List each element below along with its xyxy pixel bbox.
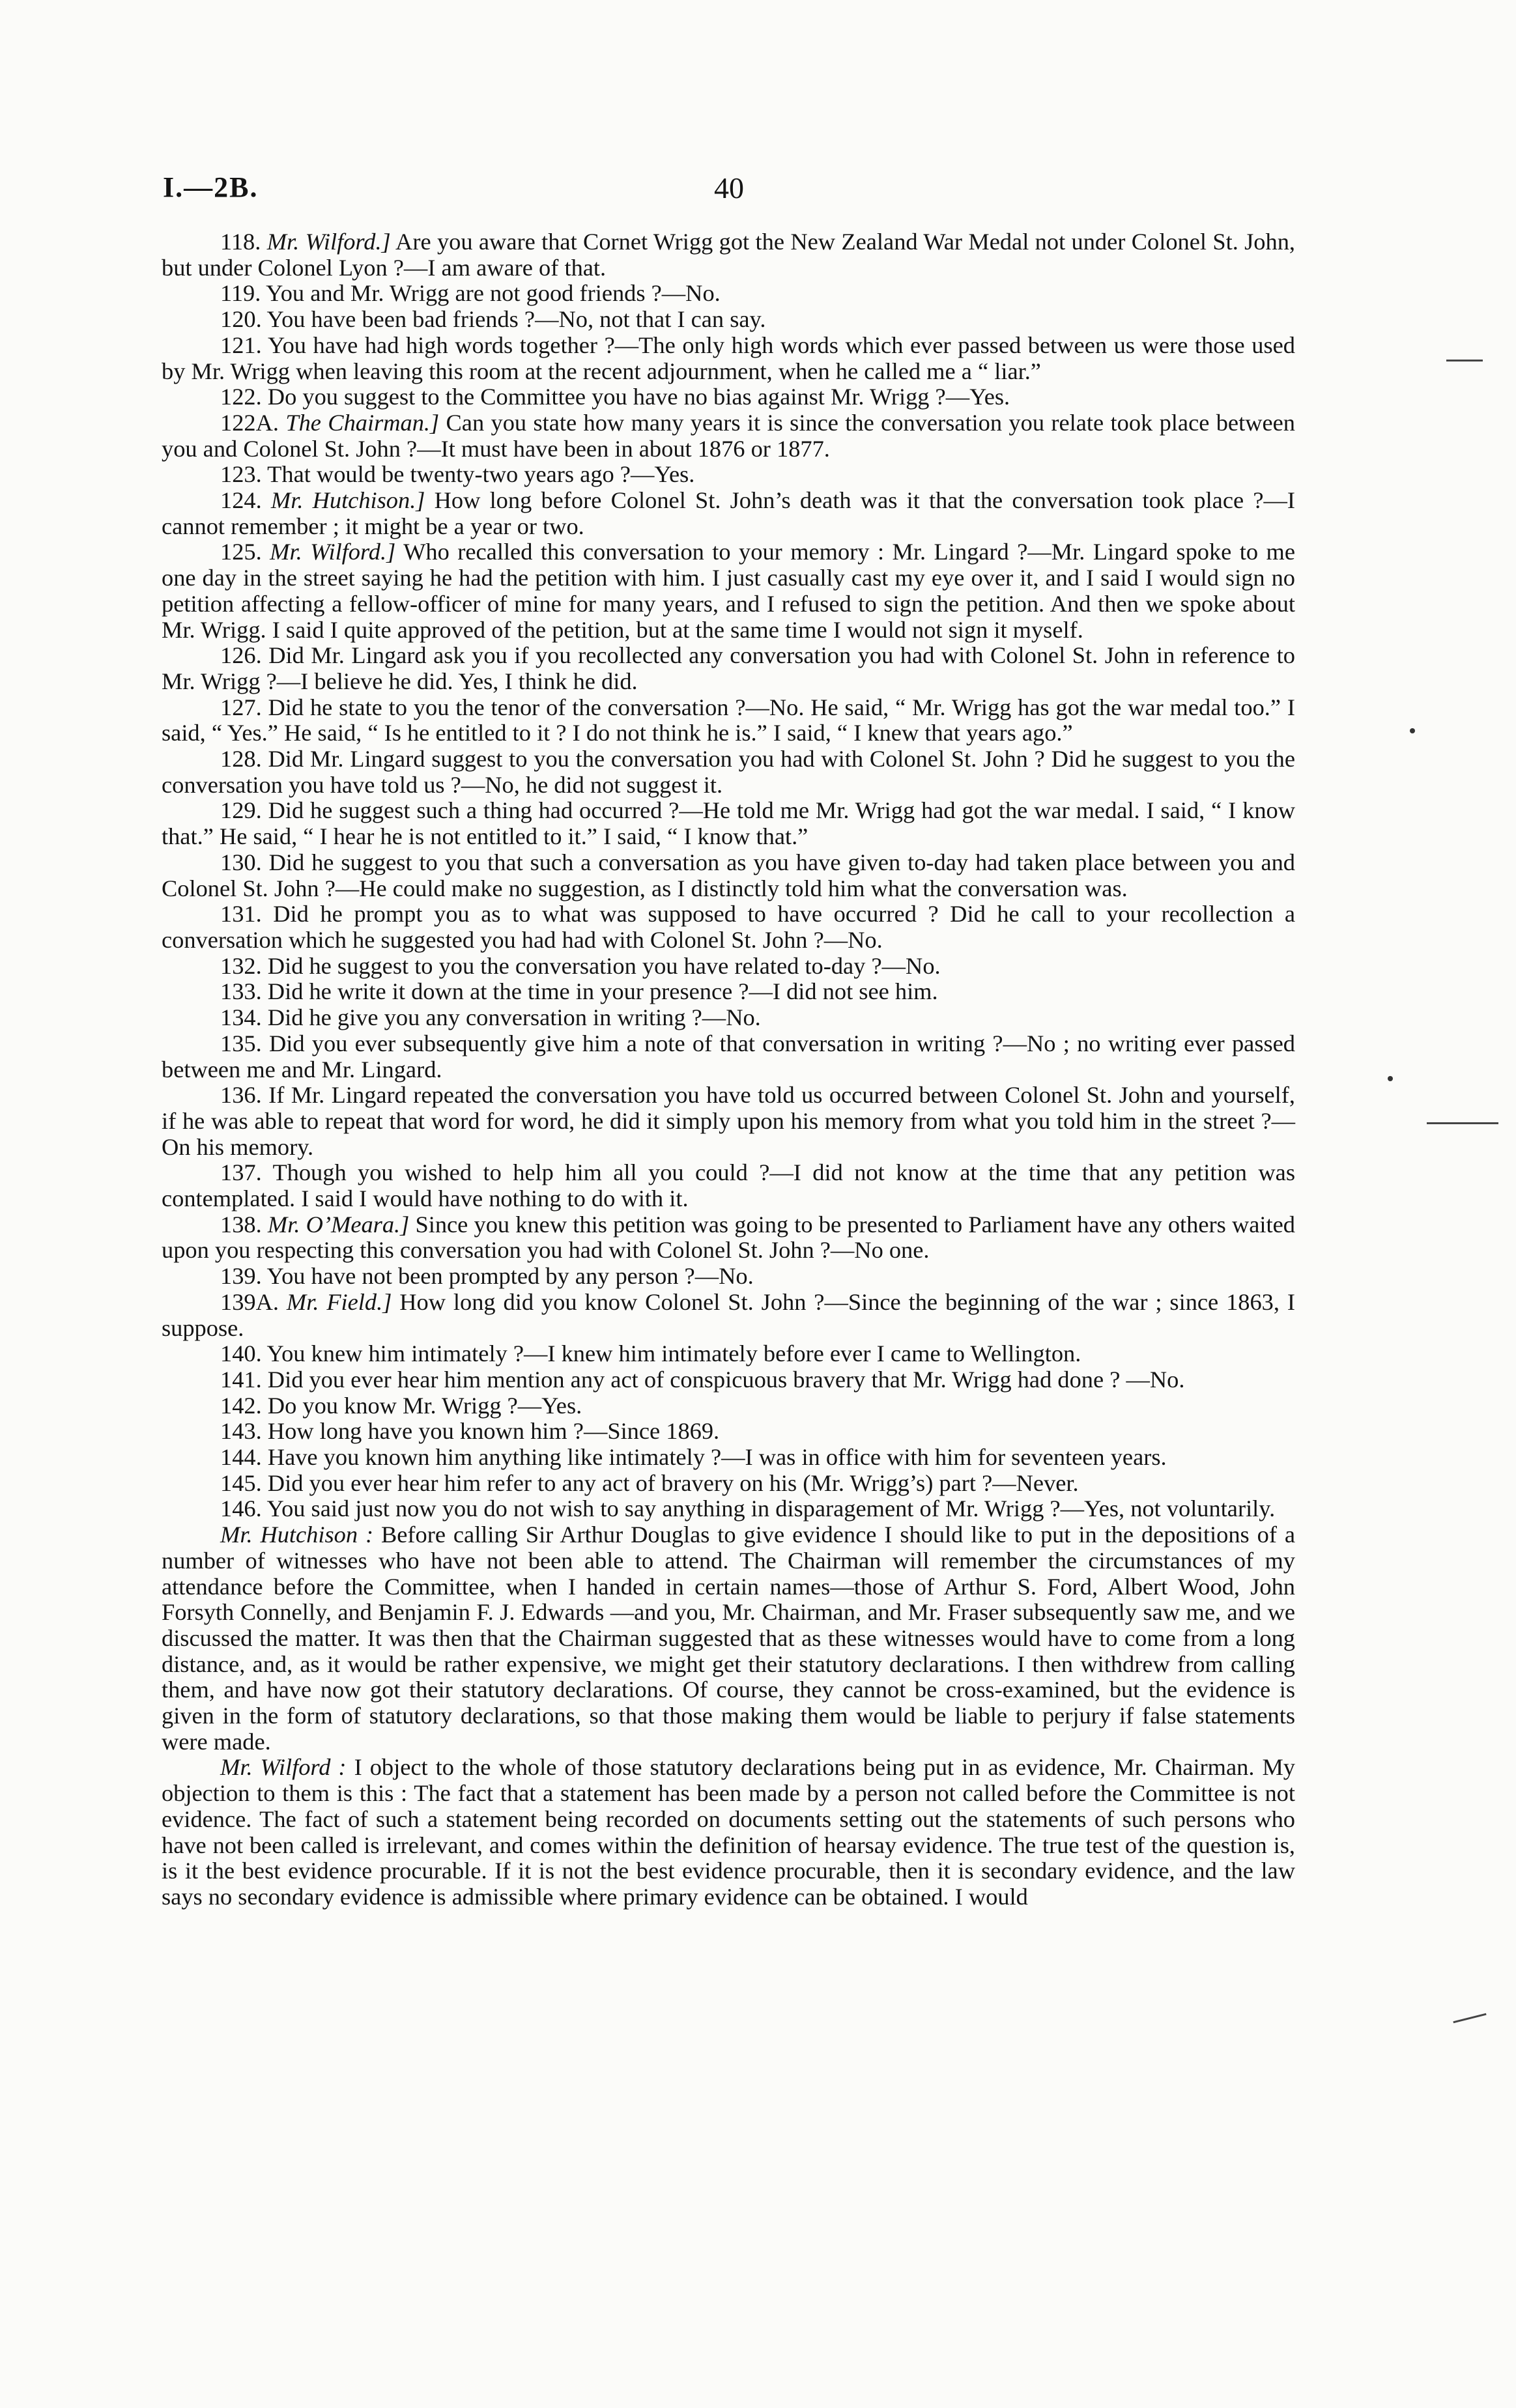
question-number: 136. [220, 1082, 262, 1109]
paragraph-text: Did he suggest to you that such a conversation as you have given to-day had taken place between you and Colonel St. John ?—He could make no suggestion, as I distinctly told him what the conversation was. [162, 849, 1295, 901]
margin-dot [1410, 728, 1415, 733]
question-number: 142. [220, 1392, 262, 1419]
paragraph-text: Did you ever hear him mention any act of conspicuous bravery that Mr. Wrigg had done ? —No. [267, 1366, 1185, 1393]
question-number: 119. [220, 280, 261, 307]
testimony-paragraph [162, 695, 1295, 746]
document-body [162, 229, 1295, 1910]
question-number: 134. [220, 1004, 262, 1031]
question-number: 125. [220, 539, 262, 565]
question-number: 146. [220, 1495, 262, 1522]
margin-marks [1388, 0, 1516, 2408]
question-number: 123. [220, 461, 262, 488]
testimony-paragraph [162, 1290, 1295, 1341]
question-number: 131. [220, 901, 262, 928]
paragraph-text: How long did you know Colonel St. John ?—Since the beginning of the war ; since 1863, I suppose. [162, 1288, 1295, 1341]
testimony-paragraph [162, 1341, 1295, 1367]
testimony-paragraph [162, 1445, 1295, 1471]
testimony-paragraph [162, 1212, 1295, 1264]
question-number: 127. [220, 694, 262, 720]
testimony-paragraph [162, 410, 1295, 462]
paragraph-text: Do you suggest to the Committee you have no bias against Mr. Wrigg ?—Yes. [267, 384, 1010, 410]
testimony-paragraph [162, 307, 1295, 333]
testimony-paragraph [162, 979, 1295, 1005]
question-number: 141. [220, 1366, 262, 1393]
page-header [163, 171, 1295, 216]
paragraph-text: You knew him intimately ?—I knew him intimately before ever I came to Wellington. [266, 1340, 1081, 1367]
speaker-name: Mr. Hutchison.] [270, 487, 425, 514]
speaker-name: Mr. Field.] [286, 1288, 392, 1315]
question-number: 128. [220, 746, 262, 772]
paragraph-text: How long have you known him ?—Since 1869. [267, 1418, 720, 1445]
paragraph-text: If Mr. Lingard repeated the conversation you have told us occurred between Colonel St. John and yourself, if he was able to repeat that word for word, he did it simply upon his memory from what you told him in the street ?—On his memory. [162, 1082, 1295, 1160]
paragraph-text: You have had high words together ?—The only high words which ever passed between us were those used by Mr. Wrigg when leaving this room at the recent adjournment, when he called me a “ liar.” [162, 332, 1295, 384]
paragraph-text: That would be twenty-two years ago ?—Yes. [267, 461, 695, 488]
testimony-paragraph [162, 746, 1295, 798]
testimony-paragraph [162, 488, 1295, 539]
question-number: 124. [220, 487, 262, 514]
margin-dash [1427, 1122, 1498, 1124]
paragraph-text: How long before Colonel St. John’s death was it that the conversation took place ?—I cannot remember ; it might be a year or two. [162, 487, 1295, 539]
testimony-paragraph [162, 901, 1295, 953]
testimony-paragraph [162, 1264, 1295, 1290]
paragraph-text: Can you state how many years it is since the conversation you relate took place between you and Colonel St. John ?—It must have been in about 1876 or 1877. [162, 409, 1295, 462]
testimony-paragraph [162, 1031, 1295, 1083]
testimony-paragraph [162, 954, 1295, 980]
document-reference: I.—2B. [163, 171, 259, 203]
paragraph-text: You and Mr. Wrigg are not good friends ?—No. [266, 280, 721, 307]
testimony-paragraph [162, 798, 1295, 849]
paragraph-text: Who recalled this conversation to your memory : Mr. Lingard ?—Mr. Lingard spoke to me one day in the street saying he had the petition with him. I just casually cast my eye over it, and I said I would sign no petition affecting a fellow-officer of mine for many years, and I refused to sign the petition. And then we spoke about Mr. Wrigg. I said I quite approved of the petition, but at the same time I would not sign it myself. [162, 539, 1296, 643]
paragraph-text: Did Mr. Lingard ask you if you recollected any conversation you had with Colonel St. John in reference to Mr. Wrigg ?—I believe he did. Yes, I think he did. [162, 642, 1295, 694]
question-number: 137. [220, 1159, 262, 1186]
testimony-paragraph [162, 384, 1295, 410]
testimony-paragraph [162, 229, 1295, 281]
paragraph-text: Did he prompt you as to what was supposed to have occurred ? Did he call to your recollection a conversation which he suggested you had had with Colonel St. John ?—No. [162, 901, 1295, 953]
paragraph-text: Since you knew this petition was going to be presented to Parliament have any others waited upon you respecting this conversation you had with Colonel St. John ?—No one. [162, 1211, 1295, 1264]
question-number: 132. [220, 952, 262, 979]
paragraph-text: I object to the whole of those statutory declarations being put in as evidence, Mr. Chairman. My objection to them is this : The fact that a statement has been made by a person not called before the Committee is not evidence. The fact of such a statement being recorded on documents setting out the statements of such persons who have not been called is irrelevant, and comes within the definition of hearsay evidence. The true test of the question is, is it the best evidence procurable. If it is not the best evidence procurable, then it is secondary evidence, and the law says no secondary evidence is admissible where primary evidence can be obtained. I would [162, 1754, 1295, 1910]
question-number: 144. [220, 1444, 262, 1471]
paragraph-text: Did you ever hear him refer to any act of bravery on his (Mr. Wrigg’s) part ?—Never. [267, 1469, 1079, 1496]
testimony-paragraph [162, 1755, 1295, 1910]
testimony-paragraph [162, 539, 1295, 643]
paragraph-text: Did he suggest such a thing had occurred ?—He told me Mr. Wrigg had got the war medal. I said, “ I know that.” He said, “ I hear he is not entitled to it.” I said, “ I know that.” [162, 797, 1295, 850]
question-number: 122A. [220, 409, 279, 436]
testimony-paragraph [162, 1471, 1295, 1497]
testimony-paragraph [162, 462, 1295, 488]
speaker-name: Mr. Wilford.] [270, 539, 396, 565]
paragraph-text: Are you aware that Cornet Wrigg got the New Zealand War Medal not under Colonel St. John, but under Colonel Lyon ?—I am aware of that. [162, 229, 1295, 281]
testimony-paragraph [162, 281, 1295, 307]
paragraph-text: Though you wished to help him all you could ?—I did not know at the time that any petition was contemplated. I said I would have nothing to do with it. [162, 1159, 1295, 1212]
paragraph-text: Did you ever subsequently give him a note of that conversation in writing ?—No ; no writing ever passed between me and Mr. Lingard. [162, 1030, 1295, 1083]
question-number: 143. [220, 1418, 262, 1445]
speaker-name: Mr. Hutchison : [220, 1522, 374, 1548]
paragraph-text: You have not been prompted by any person ?—No. [266, 1263, 754, 1290]
testimony-paragraph [162, 1367, 1295, 1393]
testimony-paragraph [162, 1393, 1295, 1419]
paragraph-text: Do you know Mr. Wrigg ?—Yes. [267, 1392, 582, 1419]
paragraph-text: Have you known him anything like intimately ?—I was in office with him for seventeen years. [267, 1444, 1167, 1471]
testimony-paragraph [162, 1419, 1295, 1445]
speaker-name: The Chairman.] [285, 409, 440, 436]
question-number: 139A. [220, 1288, 279, 1315]
page-number: 40 [714, 171, 744, 205]
testimony-paragraph [162, 1496, 1295, 1522]
paragraph-text: Did he suggest to you the conversation you have related to-day ?—No. [267, 952, 941, 979]
paragraph-text: Did he state to you the tenor of the conversation ?—No. He said, “ Mr. Wrigg has got the war medal too.” I said, “ Yes.” He said, “ Is he entitled to it ? I do not think he is.” I said, “ I knew that years ago.” [162, 694, 1295, 746]
paragraph-text: Did he write it down at the time in your presence ?—I did not see him. [267, 978, 938, 1005]
testimony-paragraph [162, 1083, 1295, 1160]
question-number: 138. [220, 1211, 262, 1238]
margin-dot [1388, 1076, 1393, 1081]
margin-dash [1446, 360, 1483, 361]
speaker-name: Mr. Wilford : [220, 1754, 347, 1781]
paragraph-text: You have been bad friends ?—No, not that I can say. [266, 306, 766, 333]
testimony-paragraph [162, 850, 1295, 901]
question-number: 121. [220, 332, 262, 358]
question-number: 120. [220, 306, 262, 333]
testimony-paragraph [162, 1005, 1295, 1031]
question-number: 140. [220, 1340, 262, 1367]
question-number: 133. [220, 978, 262, 1005]
margin-dash [1453, 2013, 1486, 2023]
paragraph-text: Did Mr. Lingard suggest to you the conversation you had with Colonel St. John ? Did he suggest to you the conversation you have told us ?—No, he did not suggest it. [162, 746, 1295, 798]
testimony-paragraph [162, 643, 1295, 694]
question-number: 130. [220, 849, 262, 875]
paragraph-text: You said just now you do not wish to say anything in disparagement of Mr. Wrigg ?—Yes, not voluntarily. [266, 1495, 1276, 1522]
paragraph-text: Did he give you any conversation in writing ?—No. [267, 1004, 761, 1031]
question-number: 139. [220, 1263, 262, 1290]
question-number: 126. [220, 642, 262, 669]
question-number: 118. [220, 229, 261, 255]
question-number: 145. [220, 1469, 262, 1496]
question-number: 122. [220, 384, 262, 410]
speaker-name: Mr. Wilford.] [266, 229, 391, 255]
question-number: 135. [220, 1030, 262, 1056]
testimony-paragraph [162, 1522, 1295, 1755]
testimony-paragraph [162, 333, 1295, 384]
paragraph-text: Before calling Sir Arthur Douglas to give evidence I should like to put in the depositions of a number of witnesses who have not been able to attend. The Chairman will remember the circumstances of my attendance before the Committee, when I handed in certain names—those of Arthur S. Ford, Albert Wood, John Forsyth Connelly, and Benjamin F. J. Edwards —and you, Mr. Chairman, and Mr. Fraser subsequently saw me, and we discussed the matter. It was then that the Chairman suggested that as these witnesses would have to come from a long distance, and, as it would be rather expensive, we might get their statutory declarations. I then withdrew from calling them, and have now got their statutory declarations. Of course, they cannot be cross-examined, but the evidence is given in the form of statutory declarations, so that those making them would be liable to perjury if false statements were made. [162, 1522, 1296, 1755]
question-number: 129. [220, 797, 262, 824]
testimony-paragraph [162, 1160, 1295, 1211]
speaker-name: Mr. O’Meara.] [267, 1211, 410, 1238]
